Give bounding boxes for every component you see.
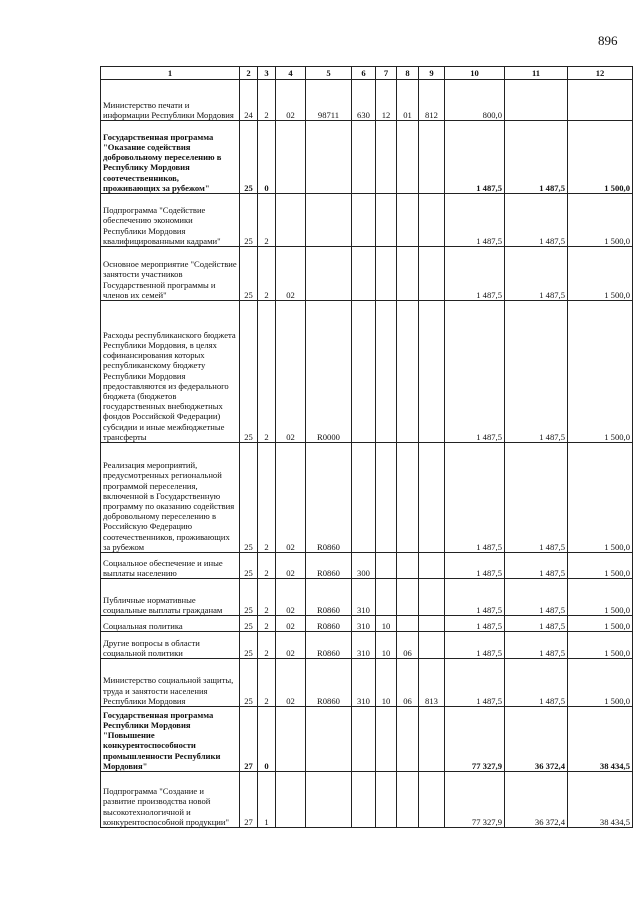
- table-cell: [306, 121, 352, 194]
- column-header: 4: [276, 67, 306, 80]
- table-cell: 27: [240, 707, 258, 772]
- table-cell: 1 487,5: [505, 121, 568, 194]
- table-cell: 1 500,0: [568, 121, 633, 194]
- table-cell: 02: [276, 553, 306, 579]
- page-number: 896: [598, 33, 618, 48]
- table-row: [101, 553, 633, 579]
- table-cell: [376, 579, 397, 616]
- table-cell: 310: [352, 579, 376, 616]
- row-name-cell: Государственная программа Республики Мордовия "Повышение конкурентоспособности промышленности Республики Мордовия": [101, 707, 240, 772]
- table-cell: 1 500,0: [568, 632, 633, 659]
- table-row: [101, 579, 633, 616]
- table-cell: 36 372,4: [505, 707, 568, 772]
- column-header: 10: [445, 67, 505, 80]
- table-cell: 800,0: [445, 80, 505, 121]
- table-cell: [276, 194, 306, 247]
- table-cell: [419, 632, 445, 659]
- row-name-cell: Министерство печати и информации Республики Мордовия: [101, 80, 240, 121]
- header-row: [101, 67, 633, 80]
- table-row: [101, 80, 633, 121]
- table-cell: 25: [240, 579, 258, 616]
- table-cell: [397, 616, 419, 632]
- table-cell: 25: [240, 616, 258, 632]
- table-cell: [376, 443, 397, 553]
- table-cell: [419, 553, 445, 579]
- row-name-cell: Социальная политика: [101, 616, 240, 632]
- table-cell: 02: [276, 80, 306, 121]
- table-cell: 10: [376, 632, 397, 659]
- table-cell: [276, 707, 306, 772]
- table-cell: 2: [258, 443, 276, 553]
- table-cell: [397, 553, 419, 579]
- table-cell: 77 327,9: [445, 772, 505, 828]
- table-cell: 2: [258, 553, 276, 579]
- table-cell: [352, 443, 376, 553]
- table-cell: [306, 194, 352, 247]
- table-cell: 813: [419, 659, 445, 707]
- table-cell: 12: [376, 80, 397, 121]
- table-cell: 25: [240, 301, 258, 443]
- table-cell: 310: [352, 616, 376, 632]
- table-cell: 25: [240, 121, 258, 194]
- table-cell: R0000: [306, 301, 352, 443]
- table-cell: [397, 772, 419, 828]
- table-cell: 02: [276, 247, 306, 301]
- table-cell: 1 500,0: [568, 194, 633, 247]
- table-cell: 25: [240, 659, 258, 707]
- table-row: [101, 659, 633, 707]
- table-cell: 1 500,0: [568, 579, 633, 616]
- table-cell: [352, 247, 376, 301]
- table-cell: 02: [276, 301, 306, 443]
- table-cell: [376, 772, 397, 828]
- table-cell: [352, 707, 376, 772]
- table-cell: 1 500,0: [568, 616, 633, 632]
- budget-table: [100, 66, 633, 828]
- row-name-cell: Основное мероприятие "Содействие занятости участников Государственной программы и членов их семей": [101, 247, 240, 301]
- table-cell: [352, 194, 376, 247]
- table-cell: [397, 121, 419, 194]
- table-cell: 1 487,5: [505, 194, 568, 247]
- column-header: 9: [419, 67, 445, 80]
- table-cell: 06: [397, 632, 419, 659]
- table-cell: 02: [276, 616, 306, 632]
- table-cell: 1 500,0: [568, 301, 633, 443]
- table-row: [101, 247, 633, 301]
- table-cell: [419, 579, 445, 616]
- table-cell: [376, 121, 397, 194]
- table-cell: 98711: [306, 80, 352, 121]
- table-cell: 01: [397, 80, 419, 121]
- column-header: 1: [101, 67, 240, 80]
- table-cell: [276, 121, 306, 194]
- table-cell: [376, 301, 397, 443]
- table-cell: 1 500,0: [568, 443, 633, 553]
- table-cell: 1 487,5: [505, 443, 568, 553]
- column-header: 8: [397, 67, 419, 80]
- row-name-cell: Государственная программа "Оказание содействия добровольному переселению в Республику Мордовия соотечественников, проживающих за рубежом": [101, 121, 240, 194]
- table-cell: 2: [258, 301, 276, 443]
- table-cell: [306, 707, 352, 772]
- table-cell: R0860: [306, 579, 352, 616]
- table-cell: 1 487,5: [445, 443, 505, 553]
- table-cell: 1 487,5: [445, 121, 505, 194]
- table-cell: 1 487,5: [445, 659, 505, 707]
- table-cell: 2: [258, 616, 276, 632]
- table-cell: [397, 443, 419, 553]
- table-cell: [306, 772, 352, 828]
- column-header: 6: [352, 67, 376, 80]
- table-cell: [397, 247, 419, 301]
- table-cell: 1 487,5: [445, 247, 505, 301]
- row-name-cell: Реализация мероприятий, предусмотренных региональной программой переселения, включенной в Государственную программу по оказанию содействия добровольному переселению в Российскую Федерацию соотечественников, проживающих за рубежом: [101, 443, 240, 553]
- column-header: 7: [376, 67, 397, 80]
- table-cell: 1 487,5: [445, 301, 505, 443]
- table-cell: 2: [258, 659, 276, 707]
- table-cell: 1 487,5: [505, 659, 568, 707]
- table-cell: 02: [276, 632, 306, 659]
- table-cell: 2: [258, 632, 276, 659]
- table-cell: [397, 194, 419, 247]
- column-header: 11: [505, 67, 568, 80]
- table-cell: [397, 579, 419, 616]
- row-name-cell: Другие вопросы в области социальной политики: [101, 632, 240, 659]
- row-name-cell: Подпрограмма "Создание и развитие производства новой высокотехнологичной и конкурентоспособной продукции": [101, 772, 240, 828]
- table-cell: [419, 301, 445, 443]
- table-cell: 1: [258, 772, 276, 828]
- table-cell: 10: [376, 659, 397, 707]
- table-cell: R0860: [306, 553, 352, 579]
- table-cell: 1 500,0: [568, 247, 633, 301]
- table-cell: R0860: [306, 616, 352, 632]
- table-cell: 27: [240, 772, 258, 828]
- column-header: 5: [306, 67, 352, 80]
- table-cell: 25: [240, 553, 258, 579]
- table-cell: 77 327,9: [445, 707, 505, 772]
- table-cell: [397, 707, 419, 772]
- table-cell: [376, 553, 397, 579]
- table-cell: 1 487,5: [445, 616, 505, 632]
- table-cell: [568, 80, 633, 121]
- table-cell: 1 487,5: [505, 301, 568, 443]
- table-cell: 02: [276, 659, 306, 707]
- table-cell: [419, 707, 445, 772]
- table-cell: 2: [258, 194, 276, 247]
- table-cell: 1 487,5: [505, 579, 568, 616]
- row-name-cell: Расходы республиканского бюджета Республики Мордовия, в целях софинансирования которых республиканскому бюджету Республики Мордовия предоставляются из федерального бюджета (бюджетов государственных внебюджетных фондов Российской Федерации) субсидии и иные межбюджетные трансферты: [101, 301, 240, 443]
- table-cell: 02: [276, 579, 306, 616]
- table-cell: [376, 247, 397, 301]
- table-cell: 06: [397, 659, 419, 707]
- table-cell: 1 487,5: [445, 553, 505, 579]
- table-cell: [419, 616, 445, 632]
- table-cell: 0: [258, 707, 276, 772]
- table-cell: [505, 80, 568, 121]
- table-cell: 310: [352, 659, 376, 707]
- table-cell: [419, 772, 445, 828]
- table-cell: [419, 194, 445, 247]
- table-cell: 812: [419, 80, 445, 121]
- column-header: 3: [258, 67, 276, 80]
- table-cell: 630: [352, 80, 376, 121]
- table-cell: 300: [352, 553, 376, 579]
- table-cell: 36 372,4: [505, 772, 568, 828]
- table-cell: 2: [258, 579, 276, 616]
- table-cell: 1 487,5: [445, 632, 505, 659]
- table-cell: [306, 247, 352, 301]
- table-cell: [419, 443, 445, 553]
- table-cell: 1 487,5: [505, 553, 568, 579]
- table-cell: 1 487,5: [505, 616, 568, 632]
- row-name-cell: Подпрограмма "Содействие обеспечению экономики Республики Мордовия квалифицированными кадрами": [101, 194, 240, 247]
- column-header: 12: [568, 67, 633, 80]
- table-cell: [352, 772, 376, 828]
- table-cell: 24: [240, 80, 258, 121]
- table-cell: 25: [240, 247, 258, 301]
- table-cell: 25: [240, 443, 258, 553]
- table-cell: 310: [352, 632, 376, 659]
- table-cell: [397, 301, 419, 443]
- table-row: [101, 301, 633, 443]
- table-cell: [352, 301, 376, 443]
- table-cell: 1 500,0: [568, 553, 633, 579]
- table-cell: [376, 707, 397, 772]
- table-cell: R0860: [306, 632, 352, 659]
- table-row: [101, 772, 633, 828]
- table-row: [101, 632, 633, 659]
- table-row: [101, 707, 633, 772]
- table-cell: 2: [258, 80, 276, 121]
- table-row: [101, 443, 633, 553]
- table-cell: 02: [276, 443, 306, 553]
- table-cell: [419, 247, 445, 301]
- table-cell: 1 487,5: [445, 579, 505, 616]
- table-cell: [419, 121, 445, 194]
- table-cell: 10: [376, 616, 397, 632]
- column-header: 2: [240, 67, 258, 80]
- table-cell: 2: [258, 247, 276, 301]
- table-cell: [276, 772, 306, 828]
- table-row: [101, 121, 633, 194]
- table-cell: 25: [240, 632, 258, 659]
- table-cell: R0860: [306, 659, 352, 707]
- table-cell: 0: [258, 121, 276, 194]
- table-cell: R0860: [306, 443, 352, 553]
- table-row: [101, 616, 633, 632]
- table-cell: 25: [240, 194, 258, 247]
- table-cell: 38 434,5: [568, 772, 633, 828]
- table-cell: 1 487,5: [505, 247, 568, 301]
- table-cell: 1 487,5: [445, 194, 505, 247]
- row-name-cell: Социальное обеспечение и иные выплаты населению: [101, 553, 240, 579]
- table-cell: 38 434,5: [568, 707, 633, 772]
- row-name-cell: Публичные нормативные социальные выплаты гражданам: [101, 579, 240, 616]
- table-cell: [352, 121, 376, 194]
- row-name-cell: Министерство социальной защиты, труда и занятости населения Республики Мордовия: [101, 659, 240, 707]
- table-row: [101, 194, 633, 247]
- table-cell: [376, 194, 397, 247]
- table-cell: 1 487,5: [505, 632, 568, 659]
- table-cell: 1 500,0: [568, 659, 633, 707]
